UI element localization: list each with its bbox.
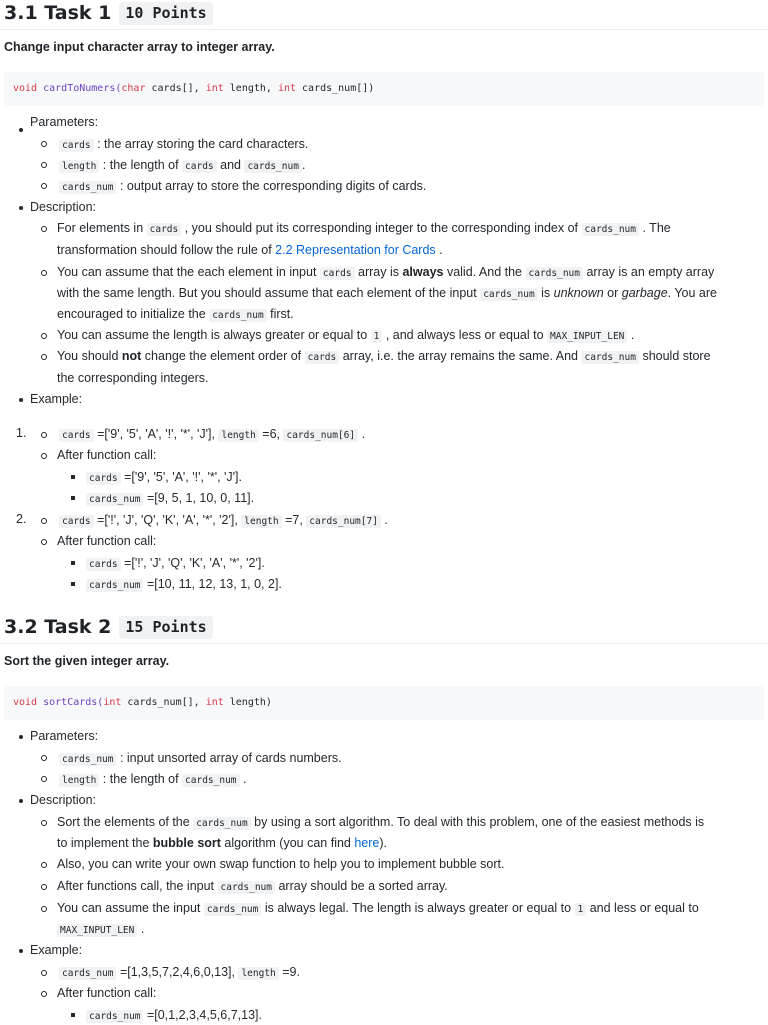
circle-bullet-icon xyxy=(41,820,47,826)
task2-heading: 3.2 Task 2 15 Points xyxy=(4,616,213,639)
task2-points-badge: 15 Points xyxy=(119,616,212,639)
bullet-icon xyxy=(19,398,23,402)
task1-desc-1: For elements in cards , you should put its corresponding integer to the corresponding index of cards_num . The xyxy=(57,221,671,235)
circle-bullet-icon xyxy=(41,162,47,168)
task1-example-1-input: cards =['9', '5', 'A', '!', '*', 'J'], length =6, cards_num[6] . xyxy=(59,426,365,444)
square-bullet-icon xyxy=(71,475,75,479)
circle-bullet-icon xyxy=(41,226,47,232)
task2-desc-3: After functions call, the input cards_num array should be a sorted array. xyxy=(57,879,448,893)
circle-bullet-icon xyxy=(41,141,47,147)
task1-example-2-input: cards =['!', 'J', 'Q', 'K', 'A', '*', '2'], length =7, cards_num[7] . xyxy=(59,512,388,530)
task1-param-cards-num: cards_num : output array to store the corresponding digits of cards. xyxy=(59,178,426,196)
square-bullet-icon xyxy=(71,496,75,500)
circle-bullet-icon xyxy=(41,270,47,276)
task1-desc-3: You can assume the length is always greater or equal to 1 , and always less or equal to MAX_INPUT_LEN . xyxy=(57,328,635,342)
task1-example-1-result-cards: cards =['9', '5', 'A', '!', '*', 'J']. xyxy=(86,469,242,487)
representation-link[interactable]: 2.2 Representation for Cards xyxy=(275,243,436,257)
bullet-icon xyxy=(19,206,23,210)
task2-heading-rule xyxy=(0,643,768,644)
task1-desc-4: You should not change the element order of cards array, i.e. the array remains the same. And cards_num should store xyxy=(57,349,711,363)
circle-bullet-icon xyxy=(41,862,47,868)
circle-bullet-icon xyxy=(41,970,47,976)
task2-desc-1: Sort the elements of the cards_num by using a sort algorithm. To deal with this problem, one of the easiest methods is xyxy=(57,815,705,829)
task2-example-after: After function call: xyxy=(57,986,157,1000)
task1-subtitle: Change input character array to integer array. xyxy=(4,40,275,54)
task2-example-label: Example: xyxy=(30,943,83,957)
task1-example-1-result-cards-num: cards_num =[9, 5, 1, 10, 0, 11]. xyxy=(86,490,254,508)
task1-desc-2: You can assume that the each element in input cards array is always valid. And the cards_num array is an empty array xyxy=(57,265,715,279)
circle-bullet-icon xyxy=(41,453,47,459)
task1-example-label: Example: xyxy=(30,392,83,406)
square-bullet-icon xyxy=(71,561,75,565)
square-bullet-icon xyxy=(71,582,75,586)
task1-desc-2-line2: with the same length. But you should assume that each element of the input cards_num is unknown or garbage. You are xyxy=(57,286,717,300)
task1-example-1-after: After function call: xyxy=(57,448,157,462)
circle-bullet-icon xyxy=(41,884,47,890)
task1-description-label: Description: xyxy=(30,200,96,214)
task2-desc-4-line2: MAX_INPUT_LEN . xyxy=(57,921,144,939)
task1-points-badge: 10 Points xyxy=(119,2,212,25)
task1-param-cards: cards : the array storing the card characters. xyxy=(59,136,308,154)
example-number: 2. xyxy=(16,512,27,526)
task2-example-result: cards_num =[0,1,2,3,4,5,6,7,13]. xyxy=(86,1007,262,1025)
task1-example-2-result-cards-num: cards_num =[10, 11, 12, 13, 1, 0, 2]. xyxy=(86,576,282,594)
bubble-sort-link[interactable]: here xyxy=(354,836,380,850)
task1-desc-2-line3: encouraged to initialize the cards_num first. xyxy=(57,307,294,321)
bullet-icon xyxy=(19,128,23,132)
task2-description-label: Description: xyxy=(30,793,96,807)
task1-signature: void cardToNumers(char cards[], int length, int cards_num[]) xyxy=(13,83,375,94)
task1-example-2-result-cards: cards =['!', 'J', 'Q', 'K', 'A', '*', '2']. xyxy=(86,555,265,573)
task2-desc-4: You can assume the input cards_num is always legal. The length is always greater or equal to 1 and less or equal to xyxy=(57,901,699,915)
circle-bullet-icon xyxy=(41,183,47,189)
task2-subtitle: Sort the given integer array. xyxy=(4,654,170,668)
task2-param-length: length : the length of cards_num . xyxy=(59,771,246,789)
task2-desc-1-line2: to implement the bubble sort algorithm (you can find here). xyxy=(57,836,388,850)
circle-bullet-icon xyxy=(41,518,47,524)
task2-param-cards-num: cards_num : input unsorted array of cards numbers. xyxy=(59,750,342,768)
task1-param-length: length : the length of cards and cards_num . xyxy=(59,157,305,175)
task1-heading: 3.1 Task 1 10 Points xyxy=(4,2,213,25)
task1-desc-4-line2: the corresponding integers. xyxy=(57,371,209,385)
task2-desc-2: Also, you can write your own swap function to help you to implement bubble sort. xyxy=(57,857,505,871)
task1-heading-rule xyxy=(0,29,768,30)
circle-bullet-icon xyxy=(41,539,47,545)
bullet-icon xyxy=(19,735,23,739)
task2-example-input: cards_num =[1,3,5,7,2,4,6,0,13], length =9. xyxy=(59,964,300,982)
bullet-icon xyxy=(19,949,23,953)
task2-parameters-label: Parameters: xyxy=(30,729,99,743)
circle-bullet-icon xyxy=(41,432,47,438)
square-bullet-icon xyxy=(71,1013,75,1017)
circle-bullet-icon xyxy=(41,776,47,782)
circle-bullet-icon xyxy=(41,333,47,339)
bullet-icon xyxy=(19,799,23,803)
task1-desc-1-line2: transformation should follow the rule of 2.2 Representation for Cards . xyxy=(57,243,443,257)
task2-signature: void sortCards(int cards_num[], int length) xyxy=(13,697,272,708)
circle-bullet-icon xyxy=(41,354,47,360)
example-number: 1. xyxy=(16,426,27,440)
circle-bullet-icon xyxy=(41,991,47,997)
circle-bullet-icon xyxy=(41,755,47,761)
circle-bullet-icon xyxy=(41,906,47,912)
task1-example-2-after: After function call: xyxy=(57,534,157,548)
task1-parameters-label: Parameters: xyxy=(30,115,99,129)
